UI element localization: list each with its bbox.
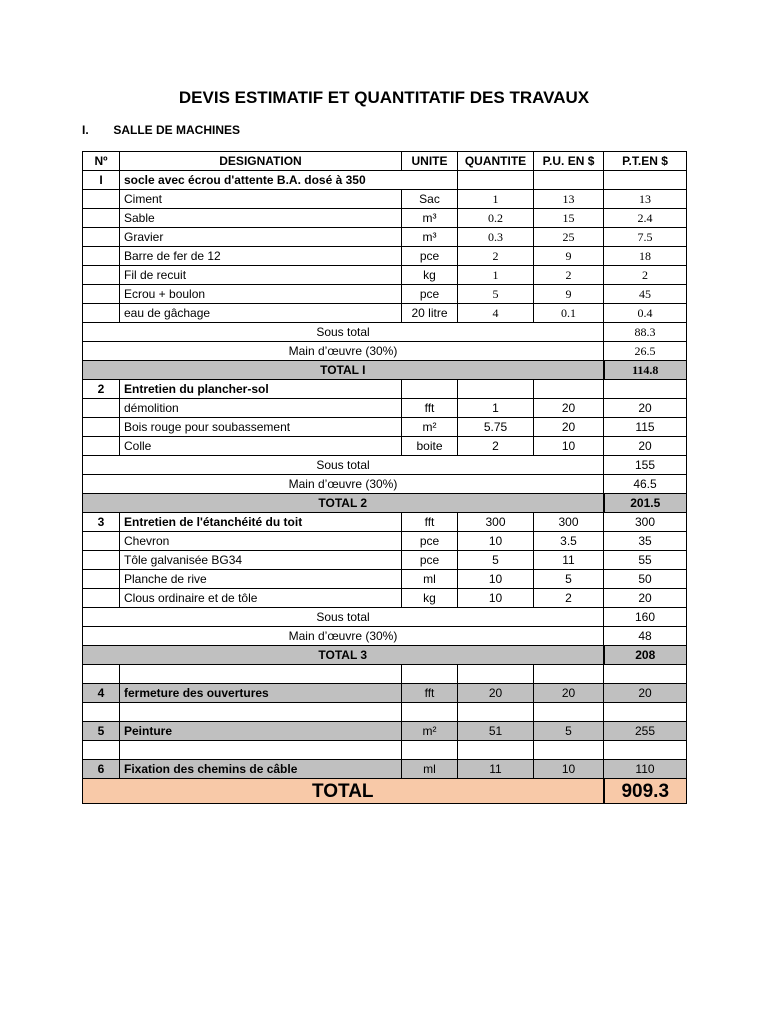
subtotal-value: 155 bbox=[604, 456, 687, 475]
item-unite: pce bbox=[402, 285, 458, 304]
group-summary-row bbox=[83, 684, 687, 703]
item-pu: 20 bbox=[534, 684, 604, 703]
total-row bbox=[83, 646, 687, 665]
item-quantite: 10 bbox=[458, 589, 534, 608]
item-designation: Planche de rive bbox=[120, 570, 402, 589]
table-row bbox=[83, 589, 687, 608]
item-unite: 20 litre bbox=[402, 304, 458, 323]
table-row bbox=[83, 247, 687, 266]
table-row bbox=[83, 228, 687, 247]
item-designation: Gravier bbox=[120, 228, 402, 247]
labor-label: Main d’œuvre (30%) bbox=[83, 342, 604, 361]
item-quantite: 300 bbox=[458, 513, 534, 532]
table-header-row bbox=[83, 152, 687, 171]
total-label: TOTAL I bbox=[83, 361, 604, 380]
blank-row bbox=[83, 665, 687, 684]
item-pu: 5 bbox=[534, 570, 604, 589]
item-unite: m² bbox=[402, 418, 458, 437]
item-quantite: 11 bbox=[458, 760, 534, 779]
item-pu: 20 bbox=[534, 399, 604, 418]
item-designation: Ecrou + boulon bbox=[120, 285, 402, 304]
header-unite: UNITE bbox=[402, 152, 458, 171]
group-title-row bbox=[83, 171, 687, 190]
item-unite: fft bbox=[402, 399, 458, 418]
item-quantite: 0.3 bbox=[458, 228, 534, 247]
group-number: 3 bbox=[83, 513, 120, 532]
item-designation: Clous ordinaire et de tôle bbox=[120, 589, 402, 608]
document-title: DEVIS ESTIMATIF ET QUANTITATIF DES TRAVAUX bbox=[178, 88, 590, 107]
total-value: 208 bbox=[604, 646, 687, 665]
subtotal-row bbox=[83, 323, 687, 342]
group-title: fermeture des ouvertures bbox=[120, 684, 402, 703]
subtotal-value: 160 bbox=[604, 608, 687, 627]
item-pu: 2 bbox=[534, 589, 604, 608]
subtotal-label: Sous total bbox=[83, 608, 604, 627]
group-title-row bbox=[83, 513, 687, 532]
group-number: 4 bbox=[83, 684, 120, 703]
table-row bbox=[83, 399, 687, 418]
item-pu: 25 bbox=[534, 228, 604, 247]
table-row bbox=[83, 532, 687, 551]
blank-row bbox=[83, 703, 687, 722]
item-pu: 10 bbox=[534, 760, 604, 779]
header-designation: DESIGNATION bbox=[120, 152, 402, 171]
item-unite: kg bbox=[402, 266, 458, 285]
item-designation: Barre de fer de 12 bbox=[120, 247, 402, 266]
item-quantite: 1 bbox=[458, 266, 534, 285]
table-row bbox=[83, 266, 687, 285]
item-pt: 110 bbox=[604, 760, 687, 779]
item-designation: démolition bbox=[120, 399, 402, 418]
item-pu: 20 bbox=[534, 418, 604, 437]
item-pt: 115 bbox=[604, 418, 687, 437]
subtotal-row bbox=[83, 608, 687, 627]
quote-table bbox=[82, 151, 687, 804]
item-unite: pce bbox=[402, 247, 458, 266]
item-pt: 20 bbox=[604, 437, 687, 456]
item-quantite: 2 bbox=[458, 437, 534, 456]
section-heading bbox=[82, 123, 240, 137]
item-designation: Colle bbox=[120, 437, 402, 456]
item-unite: pce bbox=[402, 551, 458, 570]
item-pu: 13 bbox=[534, 190, 604, 209]
section-number: I. bbox=[82, 123, 89, 137]
group-number: 2 bbox=[83, 380, 120, 399]
item-quantite: 1 bbox=[458, 399, 534, 418]
item-pu: 5 bbox=[534, 722, 604, 741]
total-row bbox=[83, 361, 687, 380]
header-quantite: QUANTITE bbox=[458, 152, 534, 171]
item-pt: 35 bbox=[604, 532, 687, 551]
item-pu: 0.1 bbox=[534, 304, 604, 323]
header-no: Nº bbox=[83, 152, 120, 171]
subtotal-label: Sous total bbox=[83, 456, 604, 475]
item-designation: Ciment bbox=[120, 190, 402, 209]
total-label: TOTAL 3 bbox=[83, 646, 604, 665]
item-designation: Tôle galvanisée BG34 bbox=[120, 551, 402, 570]
item-pt: 13 bbox=[604, 190, 687, 209]
section-label: SALLE DE MACHINES bbox=[113, 123, 241, 137]
table-row bbox=[83, 190, 687, 209]
item-unite: ml bbox=[402, 760, 458, 779]
item-unite: boite bbox=[402, 437, 458, 456]
group-title: Peinture bbox=[120, 722, 402, 741]
item-quantite: 4 bbox=[458, 304, 534, 323]
item-pu: 2 bbox=[534, 266, 604, 285]
labor-label: Main d’œuvre (30%) bbox=[83, 475, 604, 494]
group-number: 5 bbox=[83, 722, 120, 741]
item-pu: 15 bbox=[534, 209, 604, 228]
item-pt: 20 bbox=[604, 589, 687, 608]
item-quantite: 5.75 bbox=[458, 418, 534, 437]
table-row bbox=[83, 285, 687, 304]
item-pt: 7.5 bbox=[604, 228, 687, 247]
item-pt: 50 bbox=[604, 570, 687, 589]
item-pu: 9 bbox=[534, 285, 604, 304]
item-pu: 3.5 bbox=[534, 532, 604, 551]
labor-row bbox=[83, 342, 687, 361]
item-quantite: 10 bbox=[458, 532, 534, 551]
table-row bbox=[83, 437, 687, 456]
item-pu: 11 bbox=[534, 551, 604, 570]
item-pu: 10 bbox=[534, 437, 604, 456]
item-designation: Sable bbox=[120, 209, 402, 228]
grand-total-value: 909.3 bbox=[604, 779, 687, 804]
total-row bbox=[83, 494, 687, 513]
table-row bbox=[83, 209, 687, 228]
item-pt: 55 bbox=[604, 551, 687, 570]
group-number: 6 bbox=[83, 760, 120, 779]
table-row bbox=[83, 304, 687, 323]
subtotal-value: 88.3 bbox=[604, 323, 687, 342]
item-pt: 255 bbox=[604, 722, 687, 741]
labor-value: 26.5 bbox=[604, 342, 687, 361]
header-pu: P.U. EN $ bbox=[534, 152, 604, 171]
labor-row bbox=[83, 627, 687, 646]
item-unite: m³ bbox=[402, 228, 458, 247]
item-pt: 0.4 bbox=[604, 304, 687, 323]
labor-value: 46.5 bbox=[604, 475, 687, 494]
group-title: Fixation des chemins de câble bbox=[120, 760, 402, 779]
item-unite: m² bbox=[402, 722, 458, 741]
item-pt: 300 bbox=[604, 513, 687, 532]
item-pt: 20 bbox=[604, 399, 687, 418]
table-row bbox=[83, 418, 687, 437]
item-designation: Chevron bbox=[120, 532, 402, 551]
item-quantite: 0.2 bbox=[458, 209, 534, 228]
total-value: 114.8 bbox=[604, 361, 687, 380]
grand-total-label: TOTAL bbox=[83, 779, 604, 804]
item-pu: 300 bbox=[534, 513, 604, 532]
item-pt: 18 bbox=[604, 247, 687, 266]
group-summary-row bbox=[83, 722, 687, 741]
table-row bbox=[83, 570, 687, 589]
header-pt: P.T.EN $ bbox=[604, 152, 687, 171]
item-unite: pce bbox=[402, 532, 458, 551]
item-designation: Fil de recuit bbox=[120, 266, 402, 285]
item-pt: 2.4 bbox=[604, 209, 687, 228]
subtotal-label: Sous total bbox=[83, 323, 604, 342]
table-row bbox=[83, 551, 687, 570]
item-quantite: 5 bbox=[458, 285, 534, 304]
item-designation: eau de gâchage bbox=[120, 304, 402, 323]
item-unite: fft bbox=[402, 513, 458, 532]
item-quantite: 1 bbox=[458, 190, 534, 209]
grand-total-row bbox=[83, 779, 687, 804]
item-unite: fft bbox=[402, 684, 458, 703]
group-summary-row bbox=[83, 760, 687, 779]
item-unite: ml bbox=[402, 570, 458, 589]
item-designation: Bois rouge pour soubassement bbox=[120, 418, 402, 437]
item-unite: m³ bbox=[402, 209, 458, 228]
item-quantite: 2 bbox=[458, 247, 534, 266]
group-title: Entretien du plancher-sol bbox=[120, 380, 402, 399]
labor-value: 48 bbox=[604, 627, 687, 646]
item-quantite: 20 bbox=[458, 684, 534, 703]
group-number: I bbox=[83, 171, 120, 190]
item-pt: 20 bbox=[604, 684, 687, 703]
item-quantite: 10 bbox=[458, 570, 534, 589]
blank-row bbox=[83, 741, 687, 760]
group-title: socle avec écrou d'attente B.A. dosé à 350 bbox=[120, 171, 458, 190]
group-title-row bbox=[83, 380, 687, 399]
total-value: 201.5 bbox=[604, 494, 687, 513]
item-pt: 45 bbox=[604, 285, 687, 304]
group-title: Entretien de l'étanchéité du toit bbox=[120, 513, 402, 532]
item-quantite: 51 bbox=[458, 722, 534, 741]
item-quantite: 5 bbox=[458, 551, 534, 570]
labor-label: Main d’œuvre (30%) bbox=[83, 627, 604, 646]
labor-row bbox=[83, 475, 687, 494]
subtotal-row bbox=[83, 456, 687, 475]
item-pu: 9 bbox=[534, 247, 604, 266]
item-unite: Sac bbox=[402, 190, 458, 209]
total-label: TOTAL 2 bbox=[83, 494, 604, 513]
item-pt: 2 bbox=[604, 266, 687, 285]
item-unite: kg bbox=[402, 589, 458, 608]
